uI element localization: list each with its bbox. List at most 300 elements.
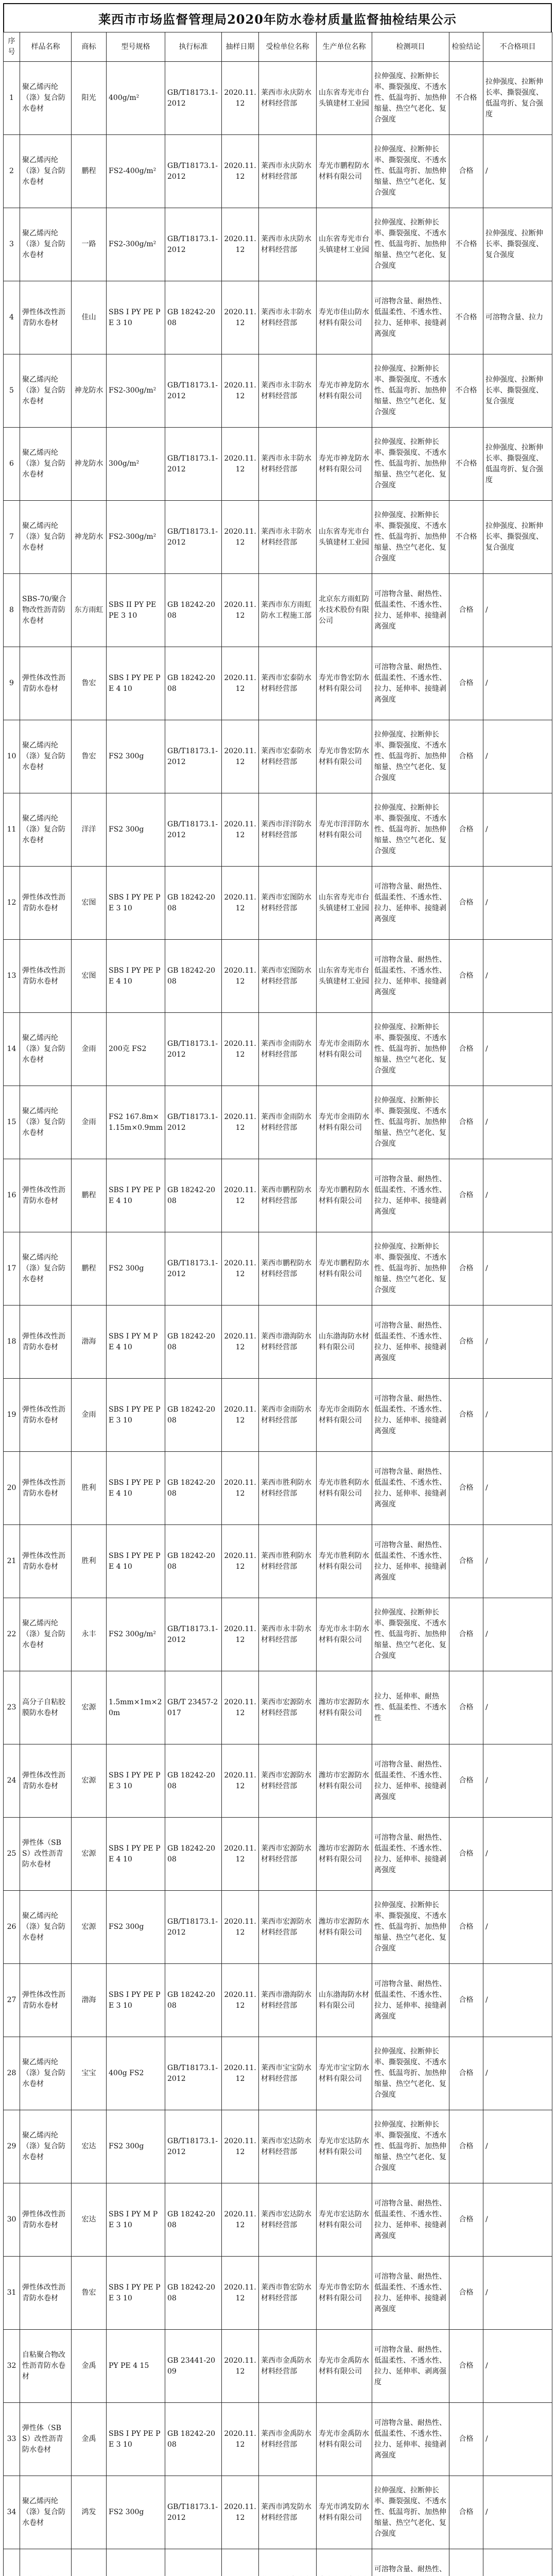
- row-no-cell: 2: [4, 135, 20, 208]
- row-test-items-cell: 拉伸强度、拉断伸长率、撕裂强度、不透水性、低温弯折、加热伸缩量、热空气老化、复合强度: [372, 2110, 449, 2183]
- row-failed-items-cell: /: [483, 720, 552, 793]
- row-date-cell: 2020.11.12: [222, 940, 259, 1013]
- row-brand-cell: 金雨: [72, 1379, 107, 1452]
- row-failed-items-cell: 拉伸强度、拉断伸长率、撕裂强度、低温弯折、复合强度: [483, 428, 552, 501]
- table-row: [4, 2037, 552, 2110]
- row-sample-name-cell: 弹性体改性沥青防水卷材: [20, 1525, 72, 1598]
- row-brand-cell: 宏源: [72, 1744, 107, 1818]
- row-inspected-unit-cell: 莱西市鲁宏防水材料经营部: [259, 2257, 317, 2330]
- row-spec-cell: FS2 167.8m×1.15m×0.9mm: [107, 1086, 165, 1159]
- row-sample-name-cell: 聚乙烯丙纶（涤）复合防水卷材: [20, 208, 72, 281]
- document-page: [3, 3, 552, 2576]
- table-row: [4, 647, 552, 720]
- row-sample-name-cell: 弹性体改性沥青防水卷材: [20, 867, 72, 940]
- row-inspected-unit-cell: 莱西市永丰防水材料经营部: [259, 501, 317, 574]
- row-spec-cell: SBS I PY PE PE 4 10: [107, 1159, 165, 1232]
- row-inspected-unit-cell: 莱西市金雨防水材料经营部: [259, 1086, 317, 1159]
- row-test-items-cell: 拉伸强度、拉断伸长率、撕裂强度、不透水性、低温弯折、加热伸缩量、热空气老化、复合强度: [372, 1086, 449, 1159]
- header-inspected-unit: 受检单位名称: [259, 32, 317, 62]
- row-standard-cell: GB/T18173.1-2012: [165, 1013, 222, 1086]
- row-brand-cell: 鹏程: [72, 1232, 107, 1306]
- row-sample-name-cell: [20, 2549, 72, 2576]
- row-date-cell: 2020.11.12: [222, 1525, 259, 1598]
- row-no-cell: 19: [4, 1379, 20, 1452]
- row-result-cell: 合格: [449, 2257, 483, 2330]
- table-row: [4, 1744, 552, 1818]
- table-header-row: [4, 32, 552, 62]
- row-inspected-unit-cell: 莱西市洋洋防水材料经营部: [259, 793, 317, 867]
- row-brand-cell: 宝宝: [72, 2037, 107, 2110]
- table-row: [4, 1964, 552, 2037]
- row-spec-cell: FS2-300g/m²: [107, 354, 165, 428]
- row-test-items-cell: 可溶物含量、耐热性、低温柔性、不透水性、拉力、延伸率、接缝剥离强度: [372, 1452, 449, 1525]
- table-row: [4, 62, 552, 135]
- row-brand-cell: 金雨: [72, 1086, 107, 1159]
- row-spec-cell: FS2-300g/m²: [107, 208, 165, 281]
- row-inspected-unit-cell: 莱西市永丰防水材料经营部: [259, 1598, 317, 1671]
- row-inspected-unit-cell: 莱西市宏源防水材料经营部: [259, 1818, 317, 1891]
- header-test-items: 检测项目: [372, 32, 449, 62]
- row-producer-cell: 山东省寿光市台头镇建材工业园: [317, 867, 372, 940]
- row-brand-cell: 神龙防水: [72, 501, 107, 574]
- row-sample-name-cell: 聚乙烯丙纶（涤）复合防水卷材: [20, 2110, 72, 2183]
- row-inspected-unit-cell: 莱西市胜利防水材料经营部: [259, 1452, 317, 1525]
- row-standard-cell: GB/T18173.1-2012: [165, 354, 222, 428]
- header-standard: 执行标准: [165, 32, 222, 62]
- row-date-cell: 2020.11.12: [222, 2403, 259, 2476]
- row-producer-cell: 潍坊市宏源防水材料有限公司: [317, 1744, 372, 1818]
- row-test-items-cell: 可溶物含量、耐热性、低温柔性、不透水性、拉力、延伸率、接缝剥离强度: [372, 1159, 449, 1232]
- row-result-cell: 合格: [449, 940, 483, 1013]
- table-body: [4, 62, 552, 2576]
- row-sample-name-cell: SBS-70/聚合物改性沥青防水卷材: [20, 574, 72, 647]
- row-brand-cell: 鲁宏: [72, 720, 107, 793]
- row-spec-cell: SBS I PY PE PE 3 10: [107, 867, 165, 940]
- row-no-cell: 10: [4, 720, 20, 793]
- row-result-cell: 合格: [449, 2476, 483, 2549]
- row-spec-cell: FS2 300g: [107, 1891, 165, 1964]
- row-no-cell: 25: [4, 1818, 20, 1891]
- row-brand-cell: 鹏程: [72, 135, 107, 208]
- row-brand-cell: 鲁宏: [72, 647, 107, 720]
- row-brand-cell: 金雨: [72, 1013, 107, 1086]
- row-sample-name-cell: 弹性体改性沥青防水卷材: [20, 1452, 72, 1525]
- row-standard-cell: GB/T18173.1-2012: [165, 1232, 222, 1306]
- row-standard-cell: GB/T 23457-2017: [165, 1671, 222, 1744]
- row-brand-cell: 胜利: [72, 1525, 107, 1598]
- row-inspected-unit-cell: 莱西市永丰防水材料经营部: [259, 281, 317, 354]
- row-brand-cell: 鸿发: [72, 2476, 107, 2549]
- row-standard-cell: GB 18242-2008: [165, 2183, 222, 2257]
- row-failed-items-cell: 拉伸强度、拉断伸长率、撕裂强度、复合强度: [483, 354, 552, 428]
- row-standard-cell: GB 18242-2008: [165, 1744, 222, 1818]
- row-test-items-cell: 可溶物含量、耐热性、低温柔性、不透水性、拉力、延伸率、剥离强度: [372, 2330, 449, 2403]
- row-spec-cell: SBS I PY M PE 3 10: [107, 2183, 165, 2257]
- row-inspected-unit-cell: 莱西市宏泰防水材料经营部: [259, 647, 317, 720]
- row-producer-cell: 寿光市金雨防水材料有限公司: [317, 1086, 372, 1159]
- row-date-cell: 2020.11.12: [222, 574, 259, 647]
- row-spec-cell: FS2 300g: [107, 793, 165, 867]
- row-inspected-unit-cell: 莱西市宝宝防水材料经营部: [259, 2037, 317, 2110]
- row-failed-items-cell: /: [483, 1744, 552, 1818]
- row-producer-cell: 山东省寿光市台头镇建材工业园: [317, 940, 372, 1013]
- table-row: [4, 501, 552, 574]
- row-spec-cell: 1.5mm×1m×20m: [107, 1671, 165, 1744]
- row-brand-cell: 一路: [72, 208, 107, 281]
- row-failed-items-cell: /: [483, 2257, 552, 2330]
- table-row: [4, 1232, 552, 1306]
- table-row: [4, 1013, 552, 1086]
- row-standard-cell: GB/T18173.1-2012: [165, 208, 222, 281]
- row-brand-cell: 宏达: [72, 2110, 107, 2183]
- row-test-items-cell: 拉伸强度、拉断伸长率、撕裂强度、不透水性、低温弯折、加热伸缩量、热空气老化、复合强度: [372, 428, 449, 501]
- row-standard-cell: GB 18242-2008: [165, 940, 222, 1013]
- row-standard-cell: GB 18242-2008: [165, 1306, 222, 1379]
- results-table: [3, 32, 552, 2576]
- row-result-cell: 合格: [449, 1013, 483, 1086]
- table-row: [4, 1159, 552, 1232]
- row-no-cell: [4, 2549, 20, 2576]
- row-test-items-cell: 拉伸强度、拉断伸长率、撕裂强度、不透水性、低温弯折、加热伸缩量、热空气老化、复合强度: [372, 1598, 449, 1671]
- row-test-items-cell: 拉伸强度、拉断伸长率、撕裂强度、不透水性、低温弯折、加热伸缩量、热空气老化、复合强度: [372, 2037, 449, 2110]
- row-standard-cell: GB/T18173.1-2012: [165, 2037, 222, 2110]
- row-inspected-unit-cell: 莱西市宏源防水材料经营部: [259, 1671, 317, 1744]
- row-test-items-cell: 可溶物含量、耐热性、低温柔性、不透水性、拉力、延伸率、接缝剥离强度: [372, 1379, 449, 1452]
- row-failed-items-cell: /: [483, 1306, 552, 1379]
- table-row: [4, 940, 552, 1013]
- row-sample-name-cell: 聚乙烯丙纶（涤）复合防水卷材: [20, 428, 72, 501]
- row-producer-cell: 山东省寿光市台头镇建材工业园: [317, 62, 372, 135]
- row-test-items-cell: 拉伸强度、拉断伸长率、撕裂强度、不透水性、低温弯折、加热伸缩量、热空气老化、复合强度: [372, 135, 449, 208]
- row-no-cell: 8: [4, 574, 20, 647]
- row-sample-name-cell: 聚乙烯丙纶（涤）复合防水卷材: [20, 1598, 72, 1671]
- row-date-cell: 2020.11.12: [222, 428, 259, 501]
- row-sample-name-cell: 弹性体改性沥青防水卷材: [20, 1964, 72, 2037]
- row-standard-cell: GB 23441-2009: [165, 2330, 222, 2403]
- table-row: [4, 2183, 552, 2257]
- row-result-cell: 合格: [449, 1525, 483, 1598]
- row-date-cell: 2020.11.12: [222, 1379, 259, 1452]
- row-failed-items-cell: /: [483, 647, 552, 720]
- row-standard-cell: GB 18242-2008: [165, 1964, 222, 2037]
- row-spec-cell: SBS I PY PE PE 3 10: [107, 2257, 165, 2330]
- row-brand-cell: 胜利: [72, 1452, 107, 1525]
- row-inspected-unit-cell: 莱西市金雨防水材料经营部: [259, 1379, 317, 1452]
- row-standard-cell: GB/T18173.1-2012: [165, 2476, 222, 2549]
- table-row: [4, 2549, 552, 2576]
- row-failed-items-cell: /: [483, 1159, 552, 1232]
- row-result-cell: 不合格: [449, 208, 483, 281]
- row-failed-items-cell: /: [483, 1379, 552, 1452]
- row-standard-cell: GB/T18173.1-2012: [165, 135, 222, 208]
- row-result-cell: 合格: [449, 1306, 483, 1379]
- row-sample-name-cell: 弹性体改性沥青防水卷材: [20, 2257, 72, 2330]
- row-producer-cell: 寿光市鲁宏防水材料有限公司: [317, 647, 372, 720]
- row-date-cell: 2020.11.12: [222, 1086, 259, 1159]
- row-date-cell: 2020.11.12: [222, 1671, 259, 1744]
- row-result-cell: 合格: [449, 1964, 483, 2037]
- row-brand-cell: 宏源: [72, 1818, 107, 1891]
- table-row: [4, 281, 552, 354]
- row-test-items-cell: 拉伸强度、拉断伸长率、撕裂强度、不透水性、低温弯折、加热伸缩量、热空气老化、复合强度: [372, 720, 449, 793]
- row-failed-items-cell: /: [483, 135, 552, 208]
- row-producer-cell: 寿光市宏达防水材料有限公司: [317, 2183, 372, 2257]
- row-brand-cell: 金禹: [72, 2403, 107, 2476]
- row-standard-cell: GB 18242-2008: [165, 2257, 222, 2330]
- row-date-cell: 2020.11.12: [222, 793, 259, 867]
- row-sample-name-cell: 聚乙烯丙纶（涤）复合防水卷材: [20, 1086, 72, 1159]
- row-test-items-cell: 拉伸强度、拉断伸长率、撕裂强度、不透水性、低温弯折、加热伸缩量、热空气老化、复合强度: [372, 1891, 449, 1964]
- row-spec-cell: SBS I PY PE PE 3 10: [107, 1744, 165, 1818]
- row-spec-cell: FS2 300g/m²: [107, 1598, 165, 1671]
- row-standard-cell: GB 18242-2008: [165, 1818, 222, 1891]
- row-sample-name-cell: 聚乙烯丙纶（涤）复合防水卷材: [20, 1013, 72, 1086]
- row-producer-cell: 山东省寿光市台头镇建材工业园: [317, 208, 372, 281]
- row-test-items-cell: 可溶物含量、耐热性、低温柔性、不透水性、拉力、延伸率、接缝剥离强度: [372, 574, 449, 647]
- row-brand-cell: 宏达: [72, 2183, 107, 2257]
- row-standard-cell: GB 18242-2008: [165, 867, 222, 940]
- row-test-items-cell: 拉伸强度、拉断伸长率、撕裂强度、不透水性、低温弯折、加热伸缩量、热空气老化、复合强度: [372, 1232, 449, 1306]
- row-test-items-cell: 可溶物含量、耐热性、低温柔性、不透水性、拉力、延伸率、接缝剥离强度: [372, 2257, 449, 2330]
- row-date-cell: 2020.11.12: [222, 2257, 259, 2330]
- row-sample-name-cell: 弹性体改性沥青防水卷材: [20, 940, 72, 1013]
- row-brand-cell: 宏图: [72, 867, 107, 940]
- row-inspected-unit-cell: 莱西市鸿发防水材料经营部: [259, 2476, 317, 2549]
- row-producer-cell: 山东渤海防水材料有限公司: [317, 1964, 372, 2037]
- row-spec-cell: PY PE 4 15: [107, 2330, 165, 2403]
- row-failed-items-cell: /: [483, 1086, 552, 1159]
- row-standard-cell: GB 18242-2008: [165, 647, 222, 720]
- row-date-cell: 2020.11.12: [222, 354, 259, 428]
- row-producer-cell: 寿光市金禹防水材料有限公司: [317, 2403, 372, 2476]
- row-result-cell: 合格: [449, 2330, 483, 2403]
- row-sample-name-cell: 弹性体改性沥青防水卷材: [20, 2183, 72, 2257]
- table-row: [4, 1671, 552, 1744]
- table-row: [4, 1086, 552, 1159]
- row-spec-cell: 400g/m²: [107, 62, 165, 135]
- row-inspected-unit-cell: 莱西市宏图防水材料经营部: [259, 940, 317, 1013]
- row-standard-cell: GB 18242-2008: [165, 1452, 222, 1525]
- row-date-cell: 2020.11.12: [222, 1013, 259, 1086]
- row-producer-cell: 寿光市鲁宏防水材料有限公司: [317, 720, 372, 793]
- row-failed-items-cell: /: [483, 1964, 552, 2037]
- row-standard-cell: GB 18242-2008: [165, 1379, 222, 1452]
- row-test-items-cell: 拉伸强度、拉断伸长率、撕裂强度、不透水性、低温弯折、加热伸缩量、热空气老化、复合强度: [372, 793, 449, 867]
- table-row: [4, 2330, 552, 2403]
- row-inspected-unit-cell: 莱西市永丰防水材料经营部: [259, 354, 317, 428]
- row-failed-items-cell: /: [483, 867, 552, 940]
- row-standard-cell: [165, 2549, 222, 2576]
- row-producer-cell: 寿光市鹏程防水材料有限公司: [317, 1232, 372, 1306]
- row-brand-cell: 宏源: [72, 1891, 107, 1964]
- row-brand-cell: 渤海: [72, 1964, 107, 2037]
- row-sample-name-cell: 聚乙烯丙纶（涤）复合防水卷材: [20, 793, 72, 867]
- row-spec-cell: FS2-300g/m²: [107, 501, 165, 574]
- header-producer: 生产单位名称: [317, 32, 372, 62]
- row-test-items-cell: 拉伸强度、拉断伸长率、撕裂强度、不透水性、低温弯折、加热伸缩量、热空气老化、复合强度: [372, 2476, 449, 2549]
- table-row: [4, 1379, 552, 1452]
- row-sample-name-cell: 弹性体改性沥青防水卷材: [20, 1379, 72, 1452]
- row-sample-name-cell: 弹性体改性沥青防水卷材: [20, 647, 72, 720]
- table-row: [4, 1306, 552, 1379]
- row-producer-cell: 山东渤海防水材料有限公司: [317, 1306, 372, 1379]
- row-spec-cell: SBS I PY PE PE 3 10: [107, 2403, 165, 2476]
- row-spec-cell: 400g FS2: [107, 2037, 165, 2110]
- row-standard-cell: GB/T18173.1-2012: [165, 1891, 222, 1964]
- table-row: [4, 720, 552, 793]
- row-no-cell: 31: [4, 2257, 20, 2330]
- row-result-cell: 合格: [449, 1744, 483, 1818]
- row-producer-cell: 寿光市鲁宏防水材料有限公司: [317, 2257, 372, 2330]
- row-result-cell: 合格: [449, 574, 483, 647]
- row-failed-items-cell: /: [483, 1232, 552, 1306]
- row-no-cell: 30: [4, 2183, 20, 2257]
- row-sample-name-cell: 高分子自粘胶膜防水卷材: [20, 1671, 72, 1744]
- row-date-cell: 2020.11.12: [222, 1598, 259, 1671]
- row-standard-cell: GB 18242-2008: [165, 1159, 222, 1232]
- header-spec: 型号规格: [107, 32, 165, 62]
- table-row: [4, 793, 552, 867]
- row-result-cell: 合格: [449, 1818, 483, 1891]
- row-test-items-cell: 可溶物含量、耐热性、低温柔性、不透水性、拉力、延伸率、接缝剥离强度: [372, 647, 449, 720]
- row-inspected-unit-cell: 莱西市宏源防水材料经营部: [259, 1891, 317, 1964]
- row-date-cell: 2020.11.12: [222, 867, 259, 940]
- row-producer-cell: 寿光市宝宝防水材料有限公司: [317, 2037, 372, 2110]
- row-result-cell: 不合格: [449, 281, 483, 354]
- row-inspected-unit-cell: 莱西市胜利防水材料经营部: [259, 1525, 317, 1598]
- row-no-cell: 24: [4, 1744, 20, 1818]
- row-result-cell: 合格: [449, 1379, 483, 1452]
- row-failed-items-cell: /: [483, 1525, 552, 1598]
- row-date-cell: 2020.11.12: [222, 501, 259, 574]
- row-standard-cell: GB/T18173.1-2012: [165, 62, 222, 135]
- row-spec-cell: SBS II PY PE PE 3 10: [107, 574, 165, 647]
- row-standard-cell: GB 18242-2008: [165, 2403, 222, 2476]
- row-producer-cell: 寿光市宏达防水材料有限公司: [317, 2110, 372, 2183]
- table-row: [4, 1452, 552, 1525]
- row-inspected-unit-cell: 莱西市渤海防水材料经营部: [259, 1306, 317, 1379]
- row-producer-cell: 寿光市鹏程防水材料有限公司: [317, 1159, 372, 1232]
- row-result-cell: 合格: [449, 135, 483, 208]
- row-sample-name-cell: 弹性体改性沥青防水卷材: [20, 1159, 72, 1232]
- row-failed-items-cell: /: [483, 2183, 552, 2257]
- row-no-cell: 15: [4, 1086, 20, 1159]
- row-test-items-cell: 可溶物含量、耐热性、低温柔性、不透水性、拉力、延伸率、接缝剥离强度: [372, 1964, 449, 2037]
- row-no-cell: 16: [4, 1159, 20, 1232]
- row-date-cell: 2020.11.12: [222, 2476, 259, 2549]
- row-no-cell: 32: [4, 2330, 20, 2403]
- row-brand-cell: 神龙防水: [72, 354, 107, 428]
- row-sample-name-cell: 聚乙烯丙纶（涤）复合防水卷材: [20, 354, 72, 428]
- row-producer-cell: 寿光市鸿发防水材料有限公司: [317, 2476, 372, 2549]
- table-row: [4, 428, 552, 501]
- row-inspected-unit-cell: 莱西市永丰防水材料经营部: [259, 428, 317, 501]
- row-no-cell: 6: [4, 428, 20, 501]
- header-no: 序号: [4, 32, 20, 62]
- row-standard-cell: GB 18242-2008: [165, 574, 222, 647]
- row-test-items-cell: 可溶物含量、耐热性、低温柔性、不透水性、拉力、延伸率、接缝剥离强度: [372, 2183, 449, 2257]
- row-inspected-unit-cell: 莱西市东方雨虹防水工程施工部: [259, 574, 317, 647]
- row-no-cell: 28: [4, 2037, 20, 2110]
- row-date-cell: 2020.11.12: [222, 2330, 259, 2403]
- row-standard-cell: GB/T18173.1-2012: [165, 1598, 222, 1671]
- row-sample-name-cell: 聚乙烯丙纶（涤）复合防水卷材: [20, 501, 72, 574]
- row-spec-cell: SBS I PY PE PE 4 10: [107, 1452, 165, 1525]
- row-result-cell: 不合格: [449, 354, 483, 428]
- row-standard-cell: GB/T18173.1-2012: [165, 720, 222, 793]
- row-producer-cell: 寿光市鹏程防水材料有限公司: [317, 135, 372, 208]
- row-producer-cell: 寿光市永丰防水材料有限公司: [317, 1598, 372, 1671]
- row-brand-cell: 鲁宏: [72, 2257, 107, 2330]
- row-failed-items-cell: /: [483, 574, 552, 647]
- row-brand-cell: 东方雨虹: [72, 574, 107, 647]
- row-date-cell: 2020.11.12: [222, 1232, 259, 1306]
- row-brand-cell: 永丰: [72, 1598, 107, 1671]
- table-row: [4, 2257, 552, 2330]
- row-brand-cell: [72, 2549, 107, 2576]
- row-sample-name-cell: 聚乙烯丙纶（涤）复合防水卷材: [20, 720, 72, 793]
- row-failed-items-cell: 拉伸强度、拉断伸长率、撕裂强度、复合强度: [483, 501, 552, 574]
- row-no-cell: 12: [4, 867, 20, 940]
- row-result-cell: 合格: [449, 867, 483, 940]
- row-failed-items-cell: /: [483, 793, 552, 867]
- row-inspected-unit-cell: 莱西市金雨防水材料经营部: [259, 1013, 317, 1086]
- table-row: [4, 1891, 552, 1964]
- row-no-cell: 27: [4, 1964, 20, 2037]
- row-spec-cell: SBS I PY PE PE 3 10: [107, 1964, 165, 2037]
- row-inspected-unit-cell: 莱西市永庆防水材料经营部: [259, 208, 317, 281]
- row-failed-items-cell: /: [483, 1818, 552, 1891]
- row-standard-cell: GB 18242-2008: [165, 1525, 222, 1598]
- row-test-items-cell: 可溶物含量、耐热性、低温柔性、不透水性、拉力、延伸率、接缝剥离强度: [372, 1306, 449, 1379]
- row-spec-cell: FS2 300g: [107, 2476, 165, 2549]
- row-test-items-cell: 可溶物含量、耐热性、低温柔性、不透水性、拉力、延伸率、接缝剥离强度: [372, 1818, 449, 1891]
- row-no-cell: 17: [4, 1232, 20, 1306]
- row-standard-cell: GB/T18173.1-2012: [165, 2110, 222, 2183]
- row-spec-cell: FS2 300g: [107, 720, 165, 793]
- row-producer-cell: 潍坊市宏源防水材料有限公司: [317, 1891, 372, 1964]
- row-producer-cell: 寿光市金雨防水材料有限公司: [317, 1379, 372, 1452]
- row-result-cell: 合格: [449, 1086, 483, 1159]
- row-result-cell: 合格: [449, 2403, 483, 2476]
- row-date-cell: 2020.11.12: [222, 1891, 259, 1964]
- row-result-cell: 合格: [449, 647, 483, 720]
- row-failed-items-cell: /: [483, 2476, 552, 2549]
- row-date-cell: 2020.11.12: [222, 208, 259, 281]
- row-result-cell: [449, 2549, 483, 2576]
- row-inspected-unit-cell: 莱西市金禹防水材料经营部: [259, 2330, 317, 2403]
- row-test-items-cell: 可溶物含量、耐热性、低温柔性、不透水性、拉力、延伸率、接缝剥离强度: [372, 1525, 449, 1598]
- row-no-cell: 4: [4, 281, 20, 354]
- row-date-cell: 2020.11.12: [222, 281, 259, 354]
- row-result-cell: 合格: [449, 1159, 483, 1232]
- row-result-cell: 不合格: [449, 501, 483, 574]
- row-result-cell: 合格: [449, 1598, 483, 1671]
- row-failed-items-cell: /: [483, 2110, 552, 2183]
- row-sample-name-cell: 聚乙烯丙纶（涤）复合防水卷材: [20, 2476, 72, 2549]
- table-row: [4, 135, 552, 208]
- row-sample-name-cell: 聚乙烯丙纶（涤）复合防水卷材: [20, 135, 72, 208]
- row-test-items-cell: 拉伸强度、拉断伸长率、撕裂强度、不透水性、低温弯折、加热伸缩量、热空气老化、复合强度: [372, 62, 449, 135]
- row-test-items-cell: 拉伸强度、拉断伸长率、撕裂强度、不透水性、低温弯折、加热伸缩量、热空气老化、复合强度: [372, 1013, 449, 1086]
- row-date-cell: 2020.11.12: [222, 62, 259, 135]
- row-no-cell: 9: [4, 647, 20, 720]
- row-sample-name-cell: 聚乙烯丙纶（涤）复合防水卷材: [20, 1891, 72, 1964]
- row-failed-items-cell: /: [483, 2330, 552, 2403]
- row-spec-cell: FS2 300g: [107, 2110, 165, 2183]
- row-producer-cell: 寿光市神龙防水材料有限公司: [317, 354, 372, 428]
- row-date-cell: 2020.11.12: [222, 1306, 259, 1379]
